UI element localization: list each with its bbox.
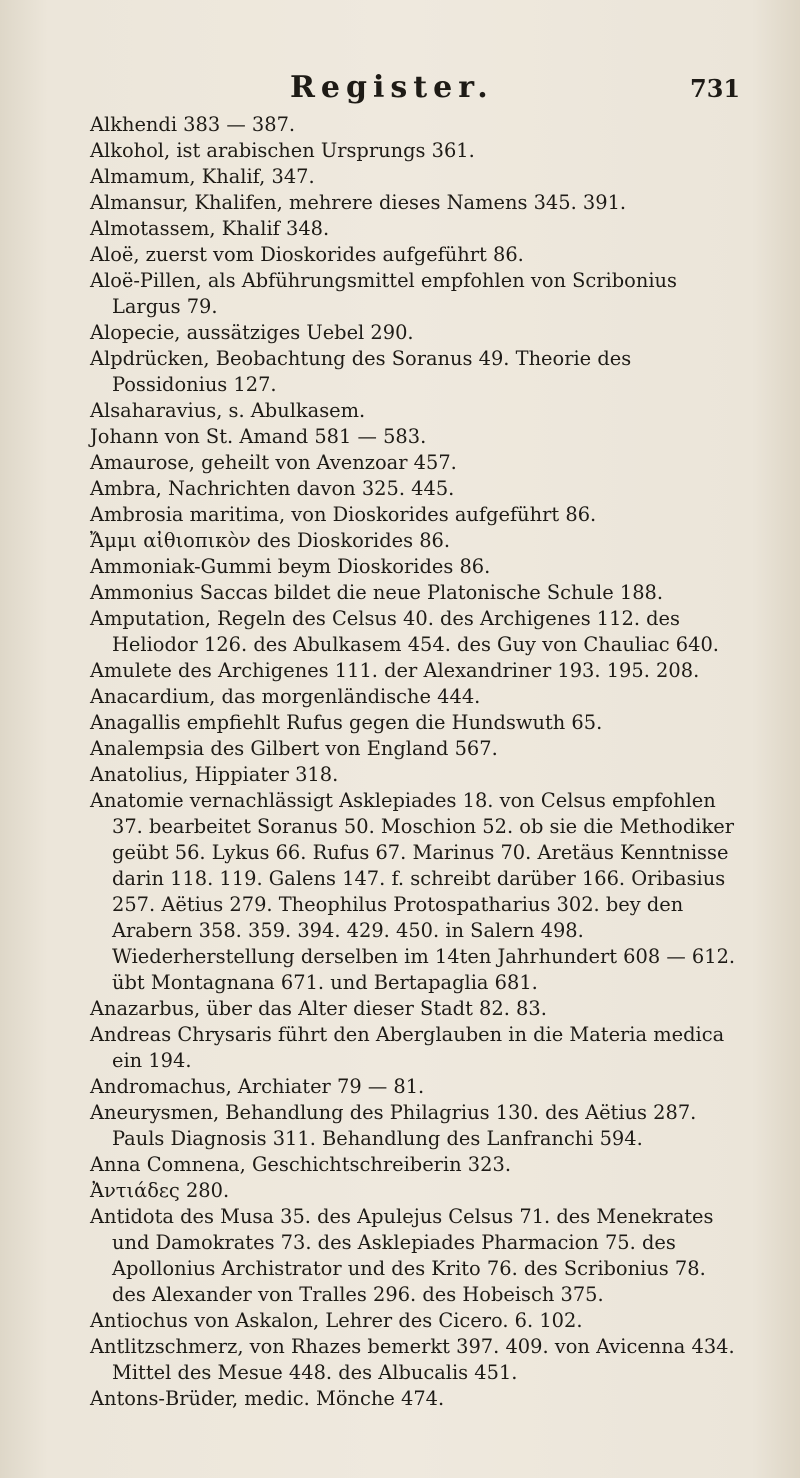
register-entry: Anacardium, das morgenländische 444. <box>90 685 481 708</box>
register-entry: Ambrosia maritima, von Dioskorides aufgeführt 86. <box>90 503 597 526</box>
register-entry: Ἀντιάδες 280. <box>90 1179 230 1202</box>
register-entry: Aneurysmen, Behandlung des Philagrius 130. des Aëtius 287. Pauls Diagnosis 311. Behandlung des Lanfranchi 594. <box>90 1101 697 1150</box>
register-entry: Aloë, zuerst vom Dioskorides aufgeführt 86. <box>90 243 524 266</box>
register-entry: Alkohol, ist arabischen Ursprungs 361. <box>90 139 475 162</box>
register-entry: Alpdrücken, Beobachtung des Soranus 49. Theorie des Possidonius 127. <box>90 347 632 396</box>
register-entry: Anatomie vernachlässigt Asklepiades 18. von Celsus empfohlen 37. bearbeitet Soranus 50. Moschion 52. ob sie die Methodiker geübt 56. Lykus 66. Rufus 67. Marinus 70. Aretäus Kenntnisse darin 118. 119. Galens 147. f. schreibt darüber 166. Oribasius 257. Aëtius 279. Theophilus Protospatharius 302. bey den Arabern 358. 359. 394. 429. 450. in Salern 498. Wiederherstellung derselben im 14ten Jahrhundert 608 — 612. übt Montagnana 671. und Bertapaglia 681. <box>90 789 736 994</box>
register-entry: Amaurose, geheilt von Avenzoar 457. <box>90 451 457 474</box>
register-entry: Amulete des Archigenes 111. der Alexandriner 193. 195. 208. <box>90 659 700 682</box>
register-entry: Anazarbus, über das Alter dieser Stadt 82. 83. <box>90 997 547 1020</box>
register-entry: Alsaharavius, s. Abulkasem. <box>90 399 366 422</box>
register-entry: Johann von St. Amand 581 — 583. <box>90 425 427 448</box>
register-entry: Almansur, Khalifen, mehrere dieses Namens 345. 391. <box>90 191 627 214</box>
register-entry: Anagallis empfiehlt Rufus gegen die Hundswuth 65. <box>90 711 603 734</box>
register-entry: Amputation, Regeln des Celsus 40. des Archigenes 112. des Heliodor 126. des Abulkasem 454. des Guy von Chauliac 640. <box>90 607 719 656</box>
register-entry-list <box>90 112 740 1412</box>
register-entry: Analempsia des Gilbert von England 567. <box>90 737 498 760</box>
register-entry: Almamum, Khalif, 347. <box>90 165 315 188</box>
register-entry: Ambra, Nachrichten davon 325. 445. <box>90 477 455 500</box>
register-entry: Andromachus, Archiater 79 — 81. <box>90 1075 425 1098</box>
register-entry: Antiochus von Askalon, Lehrer des Cicero. 6. 102. <box>90 1309 583 1332</box>
register-entry: Ammoniak-Gummi beym Dioskorides 86. <box>90 555 491 578</box>
register-entry: Ammonius Saccas bildet die neue Platonische Schule 188. <box>90 581 664 604</box>
register-entry: Almotassem, Khalif 348. <box>90 217 330 240</box>
register-entry: Andreas Chrysaris führt den Aberglauben in die Materia medica ein 194. <box>90 1023 725 1072</box>
register-entry: Anatolius, Hippiater 318. <box>90 763 339 786</box>
register-entry: Ἄμμι αἰθιοπικὸν des Dioskorides 86. <box>90 529 451 552</box>
register-entry: Antidota des Musa 35. des Apulejus Celsus 71. des Menekrates und Damokrates 73. des Asklepiades Pharmacion 75. des Apollonius Archistrator und des Krito 76. des Scribonius 78. des Alexander von Tralles 296. des Hobeisch 375. <box>90 1205 714 1306</box>
running-head: Register. <box>290 70 494 105</box>
register-entry: Alopecie, aussätziges Uebel 290. <box>90 321 414 344</box>
register-entry: Aloë-Pillen, als Abführungsmittel empfohlen von Scribonius Largus 79. <box>90 269 677 318</box>
register-entry: Antons-Brüder, medic. Mönche 474. <box>90 1387 445 1410</box>
page-number: 731 <box>690 74 741 103</box>
register-entry: Antlitzschmerz, von Rhazes bemerkt 397. 409. von Avicenna 434. Mittel des Mesue 448. des Albucalis 451. <box>90 1335 735 1384</box>
register-entry: Anna Comnena, Geschichtschreiberin 323. <box>90 1153 511 1176</box>
register-entry: Alkhendi 383 — 387. <box>90 113 296 136</box>
page-header <box>0 70 800 110</box>
